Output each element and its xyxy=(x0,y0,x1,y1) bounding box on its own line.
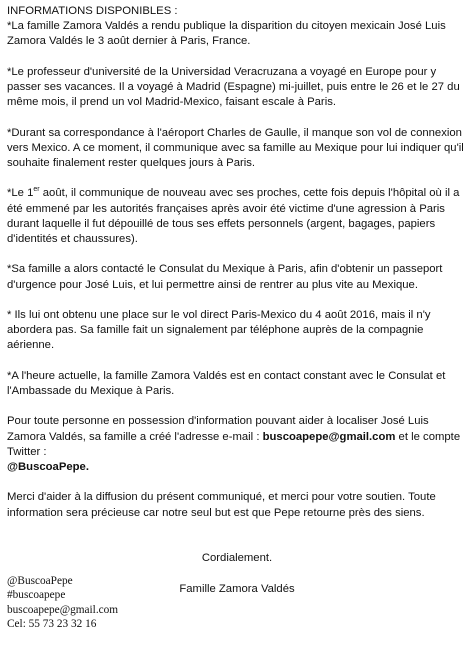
paragraph-flight: * Ils lui ont obtenu une place sur le vol direct Paris-Mexico du 4 août 2016, mais il n'y abordera pas. Sa famille fait un signalement par téléphone auprès de la compagnie aérienne. xyxy=(7,308,431,352)
signature: Famille Zamora Valdés xyxy=(179,582,295,595)
p4-superscript: er xyxy=(33,186,40,194)
paragraph-thanks: Merci d'aider à la diffusion du présent communiqué, et merci pour votre soutien. Toute information sera précieuse car notre seul but est que Pepe retourne près des siens. xyxy=(7,491,436,519)
paragraph-connection: *Durant sa correspondance à l'aéroport Charles de Gaulle, il manque son vol de connexion vers Mexico. A ce moment, il communique avec sa famille au Mexique pour lui indiquer qu'il souhaite finalement rester quelques jours à Paris. xyxy=(7,126,464,169)
paragraph-travel: *Le professeur d'université de la Universidad Veracruzana a voyagé en Europe pour y passer ses vacances. Il a voyagé à Madrid (Espagne) mi-juillet, puis entre le 26 et le 27 du même mois, il prend un vol Madrid-Mexico, faisant escale à Paris. xyxy=(7,65,460,109)
paragraph-current: *A l'heure actuelle, la famille Zamora Valdés est en contact constant avec le Consulat et l'Ambassade du Mexique à Paris. xyxy=(7,369,446,397)
p8-text1: Pour toute personne en possession d'information pouvant aider à localiser José Luis Zamora Valdés, sa famille a créé l'adresse e-mail : xyxy=(7,415,429,443)
closing: Cordialement. xyxy=(201,552,273,565)
p8-text2: et le compte Twitter : xyxy=(7,430,461,458)
paragraph-contact-info xyxy=(7,414,467,475)
contact-phone: Cel: 55 73 23 32 16 xyxy=(7,618,97,631)
paragraph-consulate: *Sa famille a alors contacté le Consulat du Mexique à Paris, afin d'obtenir un passeport d'urgence pour José Luis, et lui permettre ainsi de rentrer au plus vite au Mexique. xyxy=(7,263,443,291)
contact-block xyxy=(7,574,118,632)
p4-prefix: *Le 1 xyxy=(7,187,34,200)
paragraph-hospital xyxy=(7,186,467,247)
paragraph-disappearance: *La famille Zamora Valdés a rendu publique la disparition du citoyen mexicain José Luis Zamora Valdés le 3 août dernier à Paris, France. xyxy=(7,20,446,48)
p8-email: buscoapepe@gmail.com xyxy=(262,430,396,443)
contact-hashtag: #buscoapepe xyxy=(7,589,66,602)
contact-email: buscoapepe@gmail.com xyxy=(7,603,119,616)
doc-title: INFORMATIONS DISPONIBLES : xyxy=(7,5,178,17)
p8-twitter: @BuscoaPepe. xyxy=(7,460,89,473)
p4-rest: août, il communique de nouveau avec ses proches, cette fois depuis l'hôpital où il a été emmené par les autorités françaises après avoir été victime d'une agression à Paris durant laquelle il fut dépouillé de tous ses effets personnels (argent, bagages, papiers d'identités et chaussures). xyxy=(7,187,460,245)
contact-twitter: @BuscoaPepe xyxy=(7,575,73,587)
press-release xyxy=(7,4,467,597)
